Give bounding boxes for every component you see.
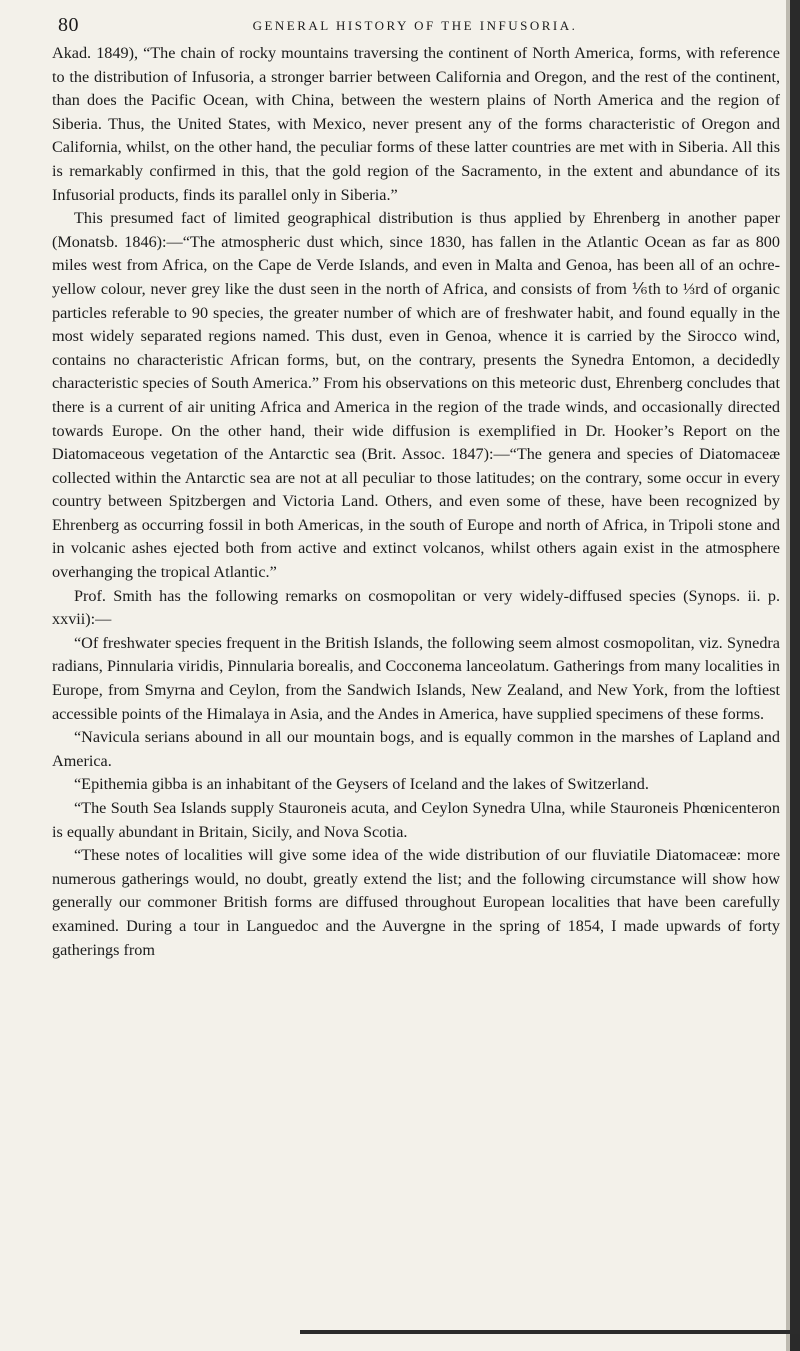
paragraph: Prof. Smith has the following remarks on cosmopolitan or very widely-diffused species (Synops. ii. p. xxvii):— — [52, 586, 780, 629]
body-text — [52, 42, 780, 962]
paragraph: “Navicula serians abound in all our mountain bogs, and is equally common in the marshes of Lapland and America. — [52, 728, 780, 770]
page-binding-edge — [790, 0, 800, 1351]
paragraph: This presumed fact of limited geographical distribution is thus applied by Ehrenberg in another paper (Monatsb. 1846):—“The atmospheric dust which, since 1830, has fallen in the Atlantic Ocean as far as 800 miles west from Africa, on the Cape de Verde Islands, and even in Malta and Genoa, has been all of an ochre-yellow colour, never grey like the dust seen in the north of Africa, and consists of from ⅙th to ⅓rd of organic particles referable to 90 species, the greater number of which are of freshwater habit, and found equally in the most widely separated regions named. This dust, even in Genoa, whence it is carried by the Sirocco wind, contains no characteristic African forms, but, on the contrary, presents the Synedra Entomon, a decidedly characteristic species of South America.” From his observations on this meteoric dust, Ehrenberg concludes that there is a current of air uniting Africa and America in the region of the trade winds, and occasionally directed towards Europe. On the other hand, their wide diffusion is exemplified in Dr. Hooker’s Report on the Diatomaceous vegetation of the Antarctic sea (Brit. Assoc. 1847):—“The genera and species of Diatomaceæ collected within the Antarctic sea are not at all peculiar to those latitudes; on the contrary, some occur in every country between Spitzbergen and Victoria Land. Others, and even some of these, have been recognized by Ehrenberg as occurring fossil in both Americas, in the south of Europe and north of Africa, in Tripoli stone and in volcanic ashes ejected both from active and extinct volcanos, whilst others again exist in the atmosphere overhanging the tropical Atlantic.” — [52, 209, 780, 582]
paragraph: “Epithemia gibba is an inhabitant of the Geysers of Iceland and the lakes of Switzerland. — [74, 775, 649, 794]
paragraph: “Of freshwater species frequent in the British Islands, the following seem almost cosmopolitan, viz. Synedra radians, Pinnularia viridis, Pinnularia borealis, and Cocconema lanceolatum. Gatherings from many localities in Europe, from Smyrna and Ceylon, from the Sandwich Islands, New Zealand, and New York, from the loftiest accessible points of the Himalaya in Asia, and the Andes in America, have supplied specimens of these forms. — [52, 633, 780, 723]
bottom-rule — [300, 1330, 800, 1334]
page-number: 80 — [58, 14, 79, 36]
paragraph: “The South Sea Islands supply Stauroneis acuta, and Ceylon Synedra Ulna, while Stauroneis Phœnicenteron is equally abundant in Britain, Sicily, and Nova Scotia. — [52, 799, 780, 841]
paragraph: “These notes of localities will give some idea of the wide distribution of our fluviatile Diatomaceæ: more numerous gatherings would, no doubt, greatly extend the list; and the following circumstance will show how generally our commoner British forms are diffused throughout European localities that have been carefully examined. During a tour in Languedoc and the Auvergne in the spring of 1854, I made upwards of forty gatherings from — [52, 846, 780, 959]
page-header — [52, 14, 778, 36]
running-head: GENERAL HISTORY OF THE INFUSORIA. — [252, 18, 578, 33]
paragraph: Akad. 1849), “The chain of rocky mountains traversing the continent of North America, forms, with reference to the distribution of Infusoria, a stronger barrier between California and Oregon, and the rest of the continent, than does the Pacific Ocean, with China, between the western plains of North America and the region of Siberia. Thus, the United States, with Mexico, never present any of the forms characteristic of Oregon and California, whilst, on the other hand, the peculiar forms of these latter countries are met with in Siberia. All this is remarkably confirmed in this, that the gold region of the Sacramento, in the extent and abundance of its Infusorial products, finds its parallel only in Siberia.” — [52, 44, 780, 204]
